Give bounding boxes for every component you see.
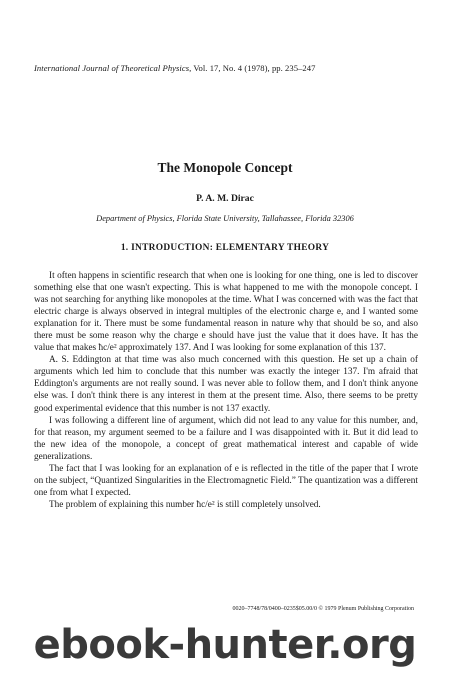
author-name: P. A. M. Dirac xyxy=(196,193,254,204)
paper-title: The Monopole Concept xyxy=(157,160,293,175)
paragraph: A. S. Eddington at that time was also much concerned with this question. He set up a chain of arguments which led him to conclude that this number was exactly the integer 137. I'm afraid that Eddington's arguments are not really sound. I was never able to follow them, and I don't think anyone else was. I don't think there is any interest in them at the present time. Also, there seems to be pretty good experimental evidence that this number is not 137 exactly. xyxy=(34,355,418,414)
author-affiliation: Department of Physics, Florida State University, Tallahassee, Florida 32306 xyxy=(96,214,354,223)
paragraph: I was following a different line of argument, which did not lead to any value for this number, and, for that reason, my argument seemed to be a failure and I was disappointed with it. But it did lead to the new idea of the monopole, a concept of great mathematical interest and capable of wide generalizations. xyxy=(34,415,418,462)
paragraph: The fact that I was looking for an explanation of e is reflected in the title of the paper that I wrote on the subject, “Quantized Singularities in the Electromagnetic Field.” The quantization was a different one from what I expected. xyxy=(34,463,418,498)
journal-citation xyxy=(34,63,424,73)
paragraph: It often happens in scientific research that when one is looking for one thing, one is led to discover something else that one wasn't expecting. This is what happened to me with the monopole concept. I was not searching for anything like monopoles at the time. What I was concerned with was the fact that electric charge is always observed in integral multiples of the electronic charge e, and I wanted some explanation for it. There must be some fundamental reason in nature why that should be so, and also there must be some reason why the charge e should have just the value that it does have. It has the value that makes ħc/e² approximately 137. And I was looking for some explanation of this 137. xyxy=(34,271,418,354)
journal-name: International Journal of Theoretical Physics, xyxy=(34,63,192,73)
body-text xyxy=(34,270,418,511)
journal-volume-pages: Vol. 17, No. 4 (1978), pp. 235–247 xyxy=(191,63,316,73)
paragraph: The problem of explaining this number ħc/e² is still completely unsolved. xyxy=(49,499,321,510)
section-heading: 1. INTRODUCTION: ELEMENTARY THEORY xyxy=(120,243,330,253)
watermark-logo: ebook-hunter.org xyxy=(33,622,417,668)
copyright-code: 0020–7748/78/0400–0235$05.00/0 © 1979 Plenum Publishing Corporation xyxy=(232,606,414,612)
